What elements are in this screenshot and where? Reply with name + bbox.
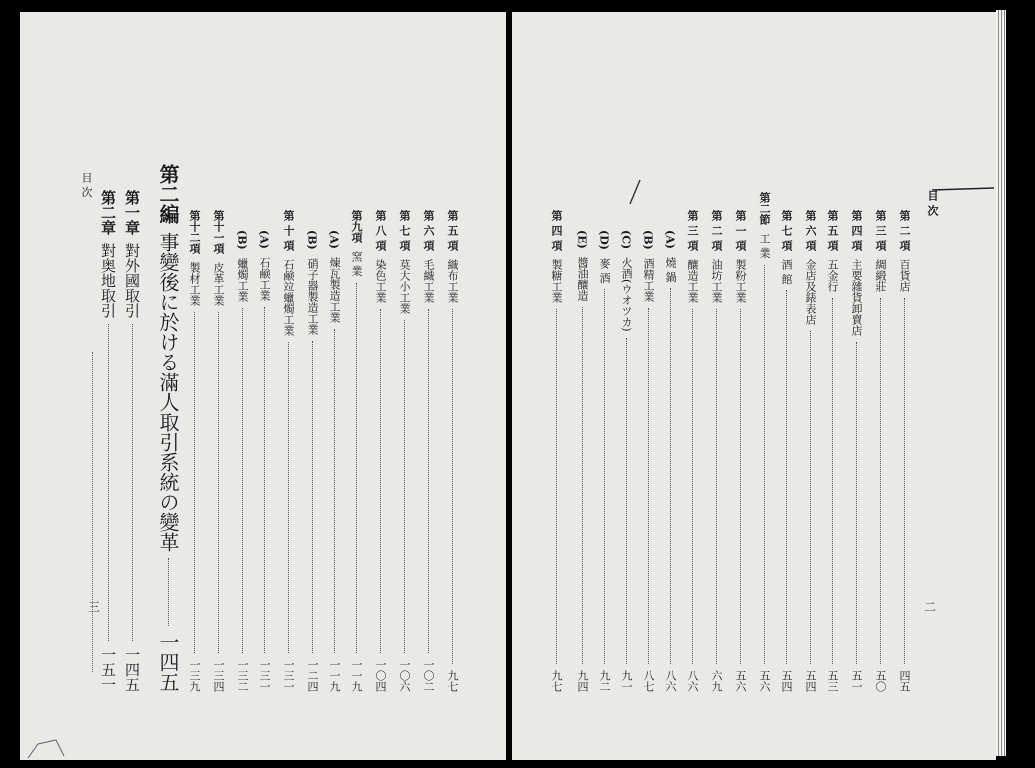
toc-entry-page: 一二四 <box>306 659 319 692</box>
toc-entry-title: 製糖工業 <box>550 258 563 303</box>
toc-entry-title: 工 業 <box>758 233 771 259</box>
toc-entry <box>304 230 320 692</box>
toc-entry <box>778 210 794 692</box>
toc-entry <box>210 210 226 692</box>
toc-entry-page: 九一 <box>620 670 633 692</box>
separator-rule <box>92 352 93 672</box>
toc-entry-title: 皮革工業 <box>212 262 225 306</box>
leader-dots <box>810 331 811 664</box>
toc-entry-title: 酒 館 <box>780 258 793 285</box>
pen-stroke-icon <box>626 178 646 208</box>
leader-dots <box>218 312 219 653</box>
toc-entry-title: 莫大小工業 <box>398 258 411 314</box>
toc-entry-label: 第九項 <box>350 210 363 243</box>
toc-entry-page: 五一 <box>850 670 863 692</box>
toc-entry-title: 製粉工業 <box>734 258 747 303</box>
toc-entry-title: 石鹸竝蠟燭工業 <box>282 258 295 336</box>
toc-entry <box>732 210 748 692</box>
toc-entry-page: 一四五 <box>123 647 141 692</box>
toc-entry <box>640 230 656 692</box>
toc-entry <box>186 210 202 692</box>
toc-entry <box>756 192 772 692</box>
leader-dots <box>404 320 405 653</box>
toc-entry-page: 八七 <box>642 670 655 692</box>
toc-entry <box>684 210 700 692</box>
running-head: 目 次 <box>80 172 93 198</box>
leader-dots <box>334 329 335 653</box>
toc-entry-page: 一五一 <box>99 647 117 692</box>
toc-entry-page: 八六 <box>686 670 699 692</box>
leader-dots <box>356 283 357 654</box>
toc-entry-label: 第二節 <box>758 192 771 225</box>
leader-dots <box>670 288 671 664</box>
leader-dots <box>312 341 313 653</box>
toc-entry-title: 事變後に於ける滿人取引系統の變革 <box>156 232 180 552</box>
toc-entry-title: 蠟燭工業 <box>236 257 249 302</box>
toc-entry-label: (D) <box>597 230 611 250</box>
leader-dots <box>604 289 605 664</box>
toc-entry-title: 火酒(ウオツカ) <box>620 257 633 332</box>
toc-entry-label: (B) <box>305 230 319 250</box>
toc-entry-page: 四五 <box>898 670 911 692</box>
toc-entry-page: 一一九 <box>350 659 363 692</box>
toc-entry-title: 製材工業 <box>188 262 201 306</box>
leader-dots <box>132 324 133 641</box>
leader-dots <box>242 308 243 653</box>
toc-entry-title: 酒精工業 <box>642 257 655 302</box>
toc-entry <box>234 230 250 692</box>
toc-entry-title: 硝子器製造工業 <box>306 257 319 335</box>
toc-entry-title: 油坊工業 <box>710 258 723 303</box>
toc-entry-title: 綢緞莊 <box>874 258 887 292</box>
toc-entry-title: 煉瓦製造工業 <box>328 256 341 323</box>
leader-dots <box>452 309 453 664</box>
page-stack-edge <box>996 10 1006 756</box>
toc-entry <box>548 210 564 692</box>
toc-entry-title: 金店及錶表店 <box>804 258 817 325</box>
toc-entry-label: 第十一項 <box>212 210 225 254</box>
leader-dots <box>880 298 881 664</box>
toc-entry-title: 醬油釀造 <box>576 256 589 301</box>
toc-entry <box>444 210 460 692</box>
toc-entry-label: 第二編 <box>156 164 180 224</box>
toc-entry <box>154 164 183 692</box>
page-folio: 三 <box>88 600 101 614</box>
toc-entry <box>708 210 724 692</box>
toc-entry-page: 一三二 <box>236 659 249 692</box>
leader-dots <box>648 308 649 664</box>
leader-dots <box>380 309 381 653</box>
toc-entry <box>824 210 840 692</box>
toc-entry-page: 一一九 <box>328 659 341 692</box>
toc-entry-page: 一〇四 <box>374 659 387 692</box>
toc-entry-page: 一〇六 <box>398 659 411 692</box>
toc-entry-title: 織布工業 <box>446 258 459 303</box>
toc-entry-title: 主要雜貨卸賣店 <box>850 258 863 336</box>
toc-entry-label: 第 五 項 <box>446 210 459 251</box>
toc-entry-label: (A) <box>327 230 341 249</box>
leader-dots <box>904 298 905 664</box>
toc-entry-label: (C) <box>619 230 633 250</box>
toc-entry-title: 百貨店 <box>898 258 911 292</box>
toc-entry-page: 九七 <box>446 670 459 692</box>
toc-entry-label: (B) <box>235 230 249 250</box>
toc-entry <box>848 210 864 692</box>
leader-dots <box>288 342 289 653</box>
toc-entry-title: 染色工業 <box>374 258 387 303</box>
toc-entry-label: 第 三 項 <box>686 210 699 251</box>
toc-entry-label: 第一章 <box>123 190 141 235</box>
right-page <box>512 12 996 760</box>
toc-entry <box>802 210 818 692</box>
toc-entry-page: 五四 <box>780 670 793 692</box>
toc-entry-label: 第 七 項 <box>398 210 411 251</box>
toc-entry-page: 一三一 <box>258 659 271 692</box>
toc-entry-label: 第 八 項 <box>374 210 387 251</box>
toc-entry-page: 九二 <box>598 670 611 692</box>
toc-entry <box>396 210 412 692</box>
toc-entry <box>122 190 143 692</box>
leader-dots <box>168 558 169 626</box>
toc-entry-title: 麥 酒 <box>598 257 611 284</box>
leader-dots <box>740 309 741 664</box>
leader-dots <box>786 290 787 664</box>
toc-entry <box>98 190 119 692</box>
toc-entry <box>574 230 590 692</box>
toc-entry-label: 第 四 項 <box>850 210 863 251</box>
toc-entry-page: 八六 <box>664 670 677 692</box>
leader-dots <box>626 338 627 664</box>
toc-entry <box>896 210 912 692</box>
toc-entry <box>618 230 634 692</box>
toc-entry <box>596 230 612 692</box>
leader-dots <box>556 309 557 664</box>
leader-dots <box>764 265 765 665</box>
toc-entry-title: 釀造工業 <box>686 258 699 303</box>
page-folio: 二 <box>924 600 937 614</box>
toc-entry <box>348 210 364 692</box>
left-page <box>20 12 506 760</box>
toc-entry-title: 燒 鍋 <box>664 256 677 283</box>
toc-entry-title: 對奥地取引 <box>99 243 117 318</box>
toc-entry-page: 五〇 <box>874 670 887 692</box>
toc-entry-page: 五四 <box>804 670 817 692</box>
leader-dots <box>582 307 583 664</box>
toc-entry-page: 一〇二 <box>422 659 435 692</box>
toc-entry <box>280 210 296 692</box>
leader-dots <box>692 309 693 664</box>
toc-entry-label: 第 二 項 <box>710 210 723 251</box>
toc-entry-title: 毛織工業 <box>422 258 435 303</box>
toc-entry <box>372 210 388 692</box>
toc-entry <box>326 230 342 692</box>
toc-entry-page: 九七 <box>550 670 563 692</box>
leader-dots <box>194 312 195 653</box>
toc-entry-title: 對外國取引 <box>123 243 141 318</box>
running-head: 目 次 <box>926 190 939 216</box>
toc-entry-label: 第 七 項 <box>780 210 793 251</box>
toc-entry-label: 第 六 項 <box>422 210 435 251</box>
toc-entry-label: 第 四 項 <box>550 210 563 251</box>
toc-entry-page: 五六 <box>758 670 771 692</box>
leader-dots <box>428 309 429 653</box>
toc-entry-label: (A) <box>257 230 271 249</box>
toc-entry-label: 第 二 項 <box>898 210 911 251</box>
toc-entry-page: 六九 <box>710 670 723 692</box>
toc-entry-label: (B) <box>641 230 655 250</box>
toc-entry-label: 第 一 項 <box>734 210 747 251</box>
leader-dots <box>716 309 717 664</box>
toc-entry <box>256 230 272 692</box>
toc-entry <box>420 210 436 692</box>
toc-entry-title: 窯 業 <box>350 251 363 277</box>
toc-entry-label: (A) <box>663 230 677 249</box>
leader-dots <box>856 342 857 664</box>
toc-entry-page: 一三四 <box>212 659 225 692</box>
toc-entry-label: 第十二項 <box>188 210 201 254</box>
toc-entry-label: 第二章 <box>99 190 117 235</box>
toc-entry <box>662 230 678 692</box>
toc-entry-label: (E) <box>575 230 589 249</box>
toc-entry-label: 第 五 項 <box>826 210 839 251</box>
toc-entry-label: 第 十 項 <box>282 210 295 251</box>
corner-mark-icon <box>26 720 66 760</box>
leader-dots <box>264 307 265 653</box>
toc-entry-page: 一四五 <box>156 632 180 692</box>
toc-entry-page: 九四 <box>576 670 589 692</box>
toc-entry-label: 第 六 項 <box>804 210 817 251</box>
toc-entry-page: 五六 <box>734 670 747 692</box>
toc-entry-title: 五金行 <box>826 258 839 292</box>
toc-entry-page: 一三九 <box>188 659 201 692</box>
pointer-line-icon <box>924 182 994 196</box>
leader-dots <box>832 298 833 664</box>
toc-entry-page: 五三 <box>826 670 839 692</box>
toc-entry <box>872 210 888 692</box>
toc-entry-label: 第 三 項 <box>874 210 887 251</box>
leader-dots <box>108 324 109 641</box>
toc-entry-page: 一三一 <box>282 659 295 692</box>
toc-entry-title: 石鹸工業 <box>258 256 271 301</box>
